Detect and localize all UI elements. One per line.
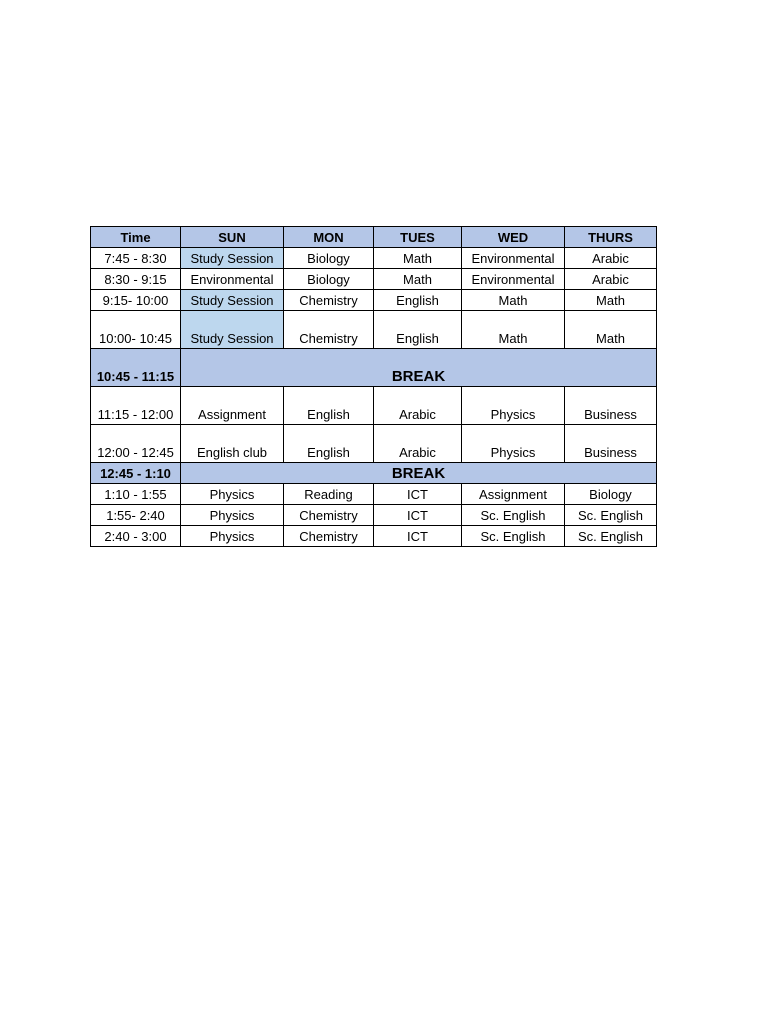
sun-cell: Assignment [181, 387, 284, 425]
sun-cell: English club [181, 425, 284, 463]
time-cell: 8:30 - 9:15 [91, 269, 181, 290]
sun-cell: Physics [181, 505, 284, 526]
table-row [91, 526, 657, 547]
mon-cell: Chemistry [284, 290, 374, 311]
break-label: BREAK [181, 349, 657, 387]
table-row [91, 248, 657, 269]
wed-cell: Math [462, 311, 565, 349]
tues-cell: ICT [374, 484, 462, 505]
thurs-cell: Biology [565, 484, 657, 505]
sun-cell: Study Session [181, 290, 284, 311]
break-time-cell: 10:45 - 11:15 [91, 349, 181, 387]
thurs-cell: Sc. English [565, 526, 657, 547]
time-cell: 9:15- 10:00 [91, 290, 181, 311]
table-row [91, 290, 657, 311]
mon-cell: Chemistry [284, 311, 374, 349]
tues-cell: English [374, 311, 462, 349]
table-row [91, 387, 657, 425]
break-time-cell: 12:45 - 1:10 [91, 463, 181, 484]
mon-cell: Chemistry [284, 505, 374, 526]
time-cell: 10:00- 10:45 [91, 311, 181, 349]
thurs-cell: Business [565, 387, 657, 425]
mon-cell: English [284, 387, 374, 425]
break-row [91, 463, 657, 484]
sun-cell: Study Session [181, 248, 284, 269]
tues-cell: ICT [374, 505, 462, 526]
thurs-cell: Business [565, 425, 657, 463]
header-time: Time [91, 227, 181, 248]
time-cell: 1:10 - 1:55 [91, 484, 181, 505]
mon-cell: English [284, 425, 374, 463]
wed-cell: Environmental [462, 269, 565, 290]
table-row [91, 484, 657, 505]
time-cell: 1:55- 2:40 [91, 505, 181, 526]
time-cell: 11:15 - 12:00 [91, 387, 181, 425]
timetable [90, 226, 657, 547]
sun-cell: Physics [181, 484, 284, 505]
table-row [91, 311, 657, 349]
time-cell: 2:40 - 3:00 [91, 526, 181, 547]
thurs-cell: Math [565, 311, 657, 349]
header-sun: SUN [181, 227, 284, 248]
mon-cell: Chemistry [284, 526, 374, 547]
thurs-cell: Math [565, 290, 657, 311]
time-cell: 7:45 - 8:30 [91, 248, 181, 269]
table-row [91, 505, 657, 526]
mon-cell: Reading [284, 484, 374, 505]
wed-cell: Sc. English [462, 505, 565, 526]
table-row [91, 425, 657, 463]
break-label: BREAK [181, 463, 657, 484]
tues-cell: Arabic [374, 387, 462, 425]
tues-cell: Math [374, 269, 462, 290]
tues-cell: Math [374, 248, 462, 269]
header-thurs: THURS [565, 227, 657, 248]
header-row [91, 227, 657, 248]
tues-cell: English [374, 290, 462, 311]
thurs-cell: Sc. English [565, 505, 657, 526]
sun-cell: Study Session [181, 311, 284, 349]
break-row [91, 349, 657, 387]
tues-cell: ICT [374, 526, 462, 547]
thurs-cell: Arabic [565, 269, 657, 290]
table-row [91, 269, 657, 290]
thurs-cell: Arabic [565, 248, 657, 269]
wed-cell: Sc. English [462, 526, 565, 547]
tues-cell: Arabic [374, 425, 462, 463]
wed-cell: Physics [462, 425, 565, 463]
mon-cell: Biology [284, 269, 374, 290]
header-tues: TUES [374, 227, 462, 248]
wed-cell: Environmental [462, 248, 565, 269]
wed-cell: Assignment [462, 484, 565, 505]
mon-cell: Biology [284, 248, 374, 269]
sun-cell: Environmental [181, 269, 284, 290]
time-cell: 12:00 - 12:45 [91, 425, 181, 463]
sun-cell: Physics [181, 526, 284, 547]
wed-cell: Math [462, 290, 565, 311]
header-mon: MON [284, 227, 374, 248]
wed-cell: Physics [462, 387, 565, 425]
header-wed: WED [462, 227, 565, 248]
